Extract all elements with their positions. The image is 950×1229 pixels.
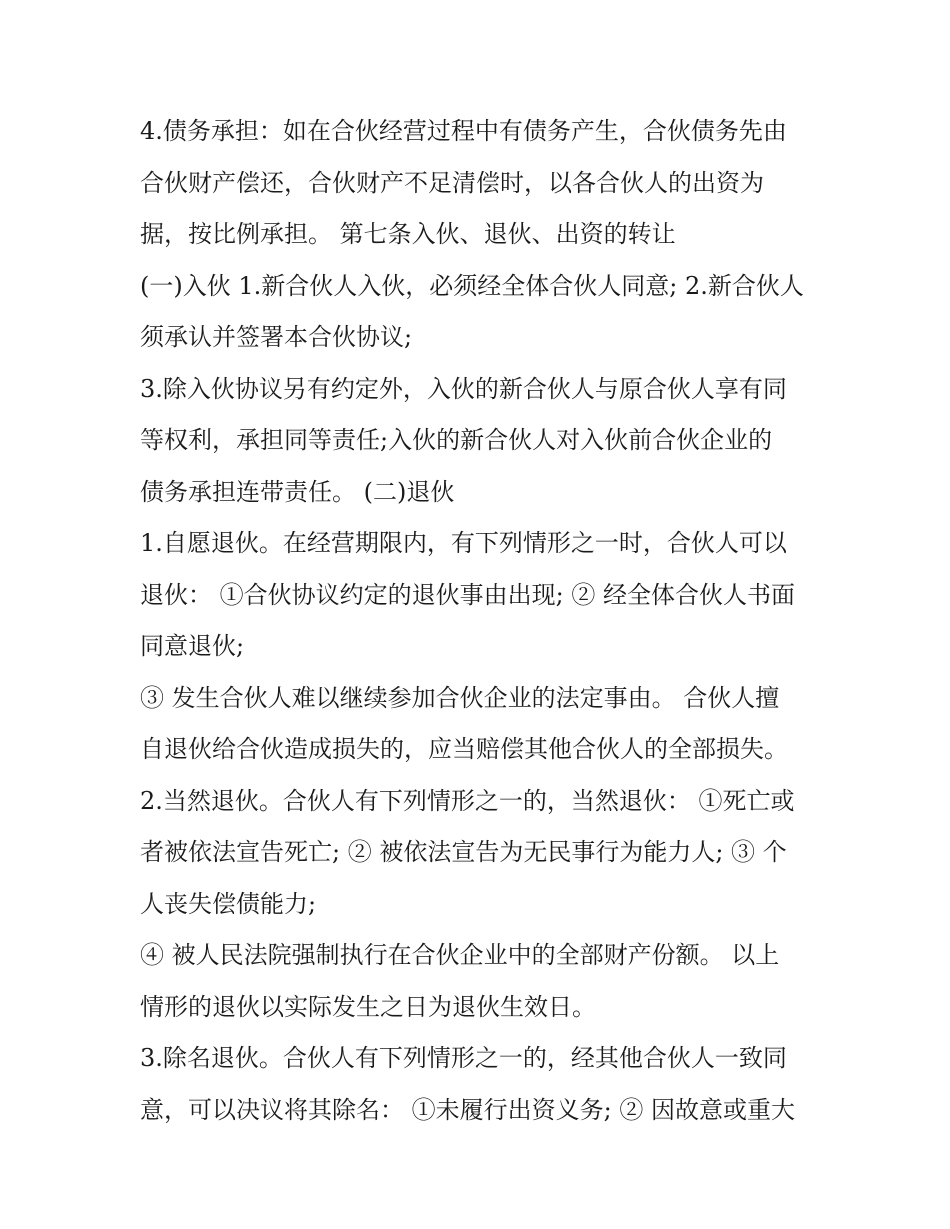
text-line: 退伙： ①合伙协议约定的退伙事由出现; ② 经全体合伙人书面 <box>140 580 795 609</box>
text-line: (一)入伙 1.新合伙人入伙，必须经全体合伙人同意; 2.新合伙人 <box>140 271 804 300</box>
text-line: 3.除入伙协议另有约定外，入伙的新合伙人与原合伙人享有同 <box>140 374 787 403</box>
text-line: 意，可以决议将其除名： ①未履行出资义务; ② 因故意或重大 <box>140 1095 795 1124</box>
document-body <box>140 106 830 1136</box>
text-line: ③ 发生合伙人难以继续参加合伙企业的法定事由。 合伙人擅 <box>140 683 780 712</box>
text-line: 情形的退伙以实际发生之日为退伙生效日。 <box>140 992 596 1021</box>
text-line: ④ 被人民法院强制执行在合伙企业中的全部财产份额。 以上 <box>140 941 780 969</box>
text-line: 者被依法宣告死亡; ② 被依法宣告为无民事行为能力人; ③ 个 <box>140 838 787 866</box>
text-line: 1.自愿退伙。在经营期限内，有下列情形之一时，合伙人可以 <box>140 529 787 557</box>
text-line: 3.除名退伙。合伙人有下列情形之一的，经其他合伙人一致同 <box>140 1044 787 1072</box>
text-line: 据，按比例承担。 第七条入伙、退伙、出资的转让 <box>140 220 676 248</box>
text-line: 须承认并签署本合伙协议; <box>140 323 413 351</box>
text-line: 自退伙给合伙造成损失的，应当赔偿其他合伙人的全部损失。 <box>140 735 788 763</box>
text-line: 债务承担连带责任。 (二)退伙 <box>140 477 455 506</box>
text-line: 合伙财产偿还，合伙财产不足清偿时，以各合伙人的出资为 <box>140 168 764 197</box>
text-line: 同意退伙; <box>140 632 245 660</box>
text-line: 4.债务承担：如在合伙经营过程中有债务产生，合伙债务先由 <box>140 117 787 145</box>
text-line: 人丧失偿债能力; <box>140 889 317 918</box>
text-line: 2.当然退伙。合伙人有下列情形之一的，当然退伙： ①死亡或 <box>140 786 795 815</box>
text-line: 等权利，承担同等责任;入伙的新合伙人对入伙前合伙企业的 <box>140 426 773 454</box>
